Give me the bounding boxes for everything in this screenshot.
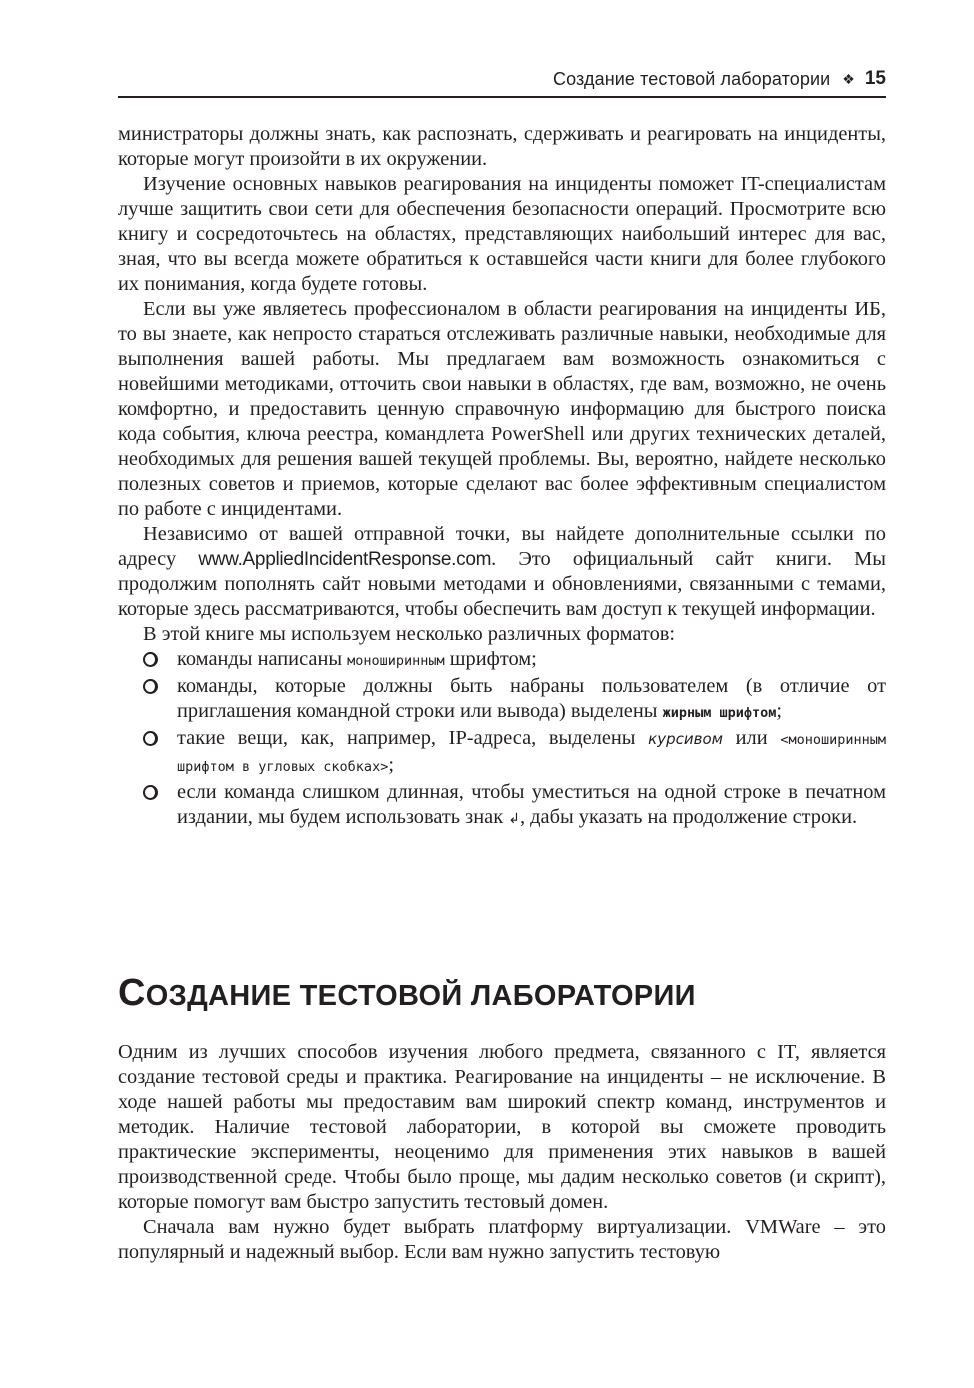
paragraph: В этой книге мы используем несколько различных форматов: <box>143 623 676 645</box>
text: . Это официальный сайт книги. Мы продолжим пополнять сайт новыми методами и обновлениями, связанными с темами, которые здесь рассматриваются, чтобы обеспечить вам доступ к текущей информации. <box>118 548 886 620</box>
running-title: Создание тестовой лаборатории <box>553 68 831 89</box>
paragraph-with-link <box>118 522 886 622</box>
heading-rest: ОЗДАНИЕ ТЕСТОВОЙ ЛАБОРАТОРИИ <box>145 980 696 1012</box>
website-link[interactable]: www.AppliedIncidentResponse.com <box>198 549 492 570</box>
paragraph-continued: министраторы должны знать, как распознать, сдерживать и реагировать на инциденты, которые могут произойти в их окружении. <box>118 123 886 170</box>
text: шрифтом; <box>444 648 537 670</box>
ornament-icon: ❖ <box>842 70 855 87</box>
circle-bullet-icon <box>143 731 158 746</box>
italic-sample: курсивом <box>648 730 723 748</box>
circle-bullet-icon <box>143 652 158 667</box>
section-body <box>118 1040 886 1265</box>
paragraph: Одним из лучших способов изучения любого предмета, связанного с IT, является создание тестовой среды и практика. Реагирование на инциденты – не исключение. В ходе нашей работы мы предоставим вам широкий спектр команд, инструментов и методик. Наличие тестовой лаборатории, в которой вы сможете проводить практические эксперименты, неоценимо для применения этих навыков в вашей производственной среде. Чтобы было проще, мы дадим несколько советов (и скрипт), которые помогут вам быстро запустить тестовый домен. <box>118 1041 886 1213</box>
text: или <box>722 727 781 749</box>
text: , дабы указать на продолжение строки. <box>519 806 858 828</box>
text: ; <box>776 700 783 722</box>
running-header <box>118 66 886 98</box>
circle-bullet-icon <box>143 785 158 800</box>
text: Независимо от вашей отправной точки, вы найдете дополнительные ссылки по адресу <box>118 523 886 570</box>
section-heading <box>118 972 696 1015</box>
body-text <box>118 122 886 832</box>
text: такие вещи, как, например, IP-адреса, выделены <box>177 727 649 749</box>
monospace-sample: моноширинным <box>347 653 445 669</box>
text: если команда слишком длинная, чтобы уместиться на одной строке в печатном издании, мы будем использовать знак <box>177 781 886 828</box>
paragraph: Сначала вам нужно будет выбрать платформу виртуализации. VMWare – это популярный и надежный выбор. Если вам нужно запустить тестовую <box>118 1216 886 1263</box>
angle-bracket-sample: <моноширинным шрифтом в угловых скобках> <box>177 732 886 775</box>
paragraph: Если вы уже являетесь профессионалом в области реагирования на инциденты ИБ, то вы знаете, как непросто стараться отслеживать различные навыки, необходимые для выполнения вашей работы. Мы предлагаем вам возможность ознакомиться с новейшими методиками, отточить свои навыки в областях, где вам, возможно, не очень комфортно, и предоставить ценную справочную информацию для быстрого поиска кода события, ключа реестра, командлета PowerShell или других технических деталей, необходимых для решения вашей текущей проблемы. Вы, вероятно, найдете несколько полезных советов и приемов, которые сделают вас более эффективным специалистом по работе с инцидентами. <box>118 298 886 520</box>
page-number: 15 <box>864 68 886 89</box>
text: ; <box>388 754 394 776</box>
heading-initial: С <box>118 972 146 1014</box>
format-list <box>118 647 886 832</box>
line-continuation-icon: ↲ <box>508 812 520 827</box>
list-item <box>118 726 886 780</box>
list-item <box>118 674 886 726</box>
text: команды написаны <box>177 648 348 670</box>
list-item <box>118 647 886 674</box>
bold-sample: жирным шрифтом <box>662 705 777 721</box>
running-header-content <box>553 68 886 90</box>
text: команды, которые должны быть набраны пользователем (в отличие от приглашения командной строки или вывода) выделены <box>177 675 886 722</box>
paragraph: Изучение основных навыков реагирования на инциденты поможет IT-специалистам лучше защитить свои сети для обеспечения безопасности операций. Просмотрите всю книгу и сосредоточьтесь на областях, представляющих наибольший интерес для вас, зная, что вы всегда можете обратиться к оставшейся части книги для более глубокого их понимания, когда будете готовы. <box>118 173 886 295</box>
list-item <box>118 780 886 832</box>
circle-bullet-icon <box>143 679 158 694</box>
